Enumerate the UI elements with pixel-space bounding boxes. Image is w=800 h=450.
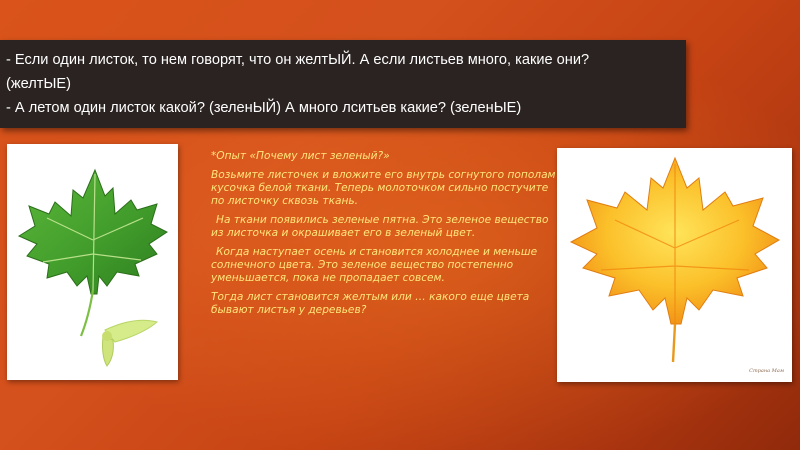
green-maple-leaf-icon (7, 144, 178, 380)
experiment-text-block (211, 150, 556, 323)
experiment-paragraph-1: Возьмите листочек и вложите его внутрь согнутого пополам кусочка белой ткани. Теперь молоточком сильно постучите по листочку сквозь ткань. (211, 169, 556, 207)
yellow-maple-leaf-icon (557, 148, 792, 382)
watermark: Страна Мам (749, 368, 784, 374)
experiment-title: *Опыт «Почему лист зеленый?» (211, 150, 390, 162)
experiment-paragraph-4: Тогда лист становится желтым или … какого еще цвета бывают листья у деревьев? (211, 291, 530, 316)
header-line-2: (желтЫЕ) (6, 76, 71, 92)
yellow-leaf-image (557, 148, 792, 382)
green-leaf-image (7, 144, 178, 380)
experiment-paragraph-2: На ткани появились зеленые пятна. Это зеленое вещество из листочка и окрашивает его в зеленый цвет. (211, 214, 549, 239)
experiment-paragraph-3: Когда наступает осень и становится холоднее и меньше солнечного цвета. Это зеленое вещество постепенно уменьшается, пока не пропадает совсем. (211, 246, 538, 284)
header-line-3: - А летом один листок какой? (зеленЫЙ) А много лситьев какие? (зеленЫЕ) (6, 100, 522, 116)
title-bar (0, 40, 686, 128)
header-line-1: - Если один листок, то нем говорят, что он желтЫЙ. А если листьев много, какие они? (6, 52, 590, 68)
